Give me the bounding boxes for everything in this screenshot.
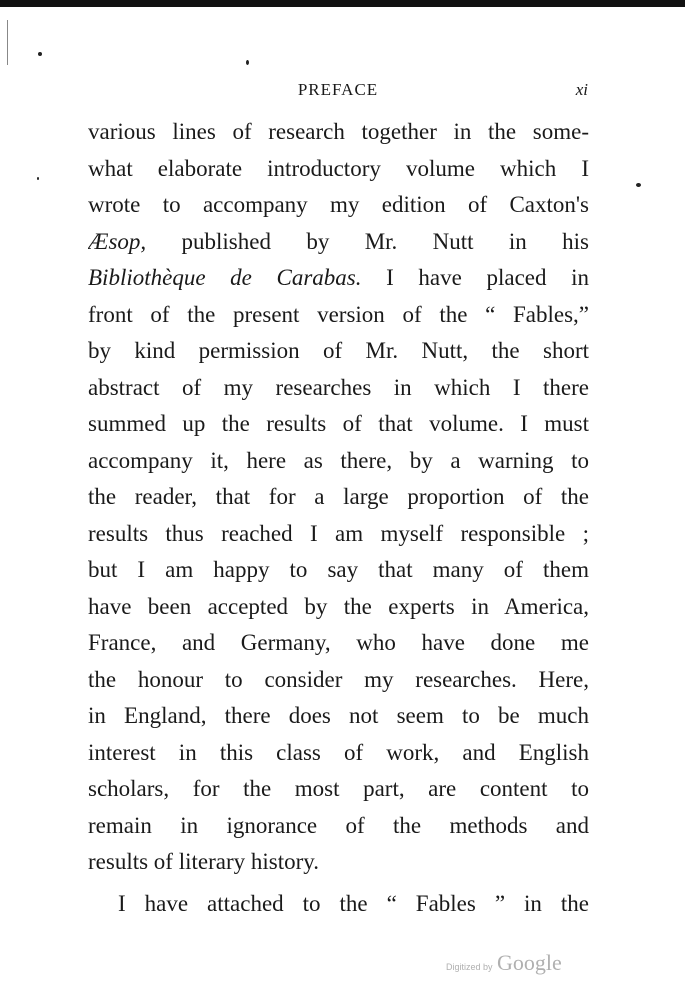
page-left-edge xyxy=(7,20,8,65)
text-line: scholars, for the most part, are content to xyxy=(88,776,589,801)
text-line: France, and Germany, who have done me xyxy=(88,630,589,655)
watermark-prefix: Digitized by xyxy=(446,962,493,972)
text-line: the reader, that for a large proportion of the xyxy=(88,484,589,509)
text-line: have been accepted by the experts in America, xyxy=(88,593,589,619)
text-line: summed up the results of that volume. I must xyxy=(88,411,589,436)
text-line: results thus reached I am myself responsible ; xyxy=(88,520,589,546)
line-text: published by Mr. Nutt in his xyxy=(146,228,589,254)
paragraph-1 xyxy=(88,114,589,881)
digitized-by-google-watermark xyxy=(446,950,562,976)
text-line: front of the present version of the “ Fables,” xyxy=(88,301,589,327)
text-line: accompany it, here as there, by a warning to xyxy=(88,447,589,473)
text-line xyxy=(88,260,589,297)
body-text xyxy=(88,114,589,922)
print-speck xyxy=(636,183,641,187)
text-line: remain in ignorance of the methods and xyxy=(88,812,589,838)
text-line: results of literary history. xyxy=(88,849,320,874)
text-line: but I am happy to say that many of them xyxy=(88,557,589,582)
italic-title: Bibliothèque de Carabas. xyxy=(88,265,362,290)
text-line: what elaborate introductory volume which I xyxy=(88,155,589,181)
text-line: I have attached to the “ Fables ” in the xyxy=(118,890,589,916)
paragraph-2 xyxy=(88,886,589,923)
text-line: the honour to consider my researches. Here, xyxy=(88,666,589,692)
text-line: by kind permission of Mr. Nutt, the short xyxy=(88,338,589,363)
print-speck xyxy=(37,177,39,180)
page-number: xi xyxy=(575,80,588,99)
text-line: interest in this class of work, and English xyxy=(88,739,589,765)
text-line xyxy=(88,224,589,261)
italic-title: Æsop, xyxy=(88,228,147,254)
text-line: various lines of research together in the some- xyxy=(88,119,589,144)
text-line: wrote to accompany my edition of Caxton's xyxy=(88,192,589,217)
page-top-border xyxy=(0,0,685,7)
running-header xyxy=(88,80,588,102)
google-logo: Google xyxy=(496,950,562,975)
print-speck xyxy=(38,52,42,56)
text-line: abstract of my researches in which I there xyxy=(88,374,589,400)
running-title: PREFACE xyxy=(297,80,379,99)
print-speck xyxy=(246,60,249,65)
line-text: I have placed in xyxy=(361,265,589,290)
text-line: in England, there does not seem to be much xyxy=(88,703,589,728)
